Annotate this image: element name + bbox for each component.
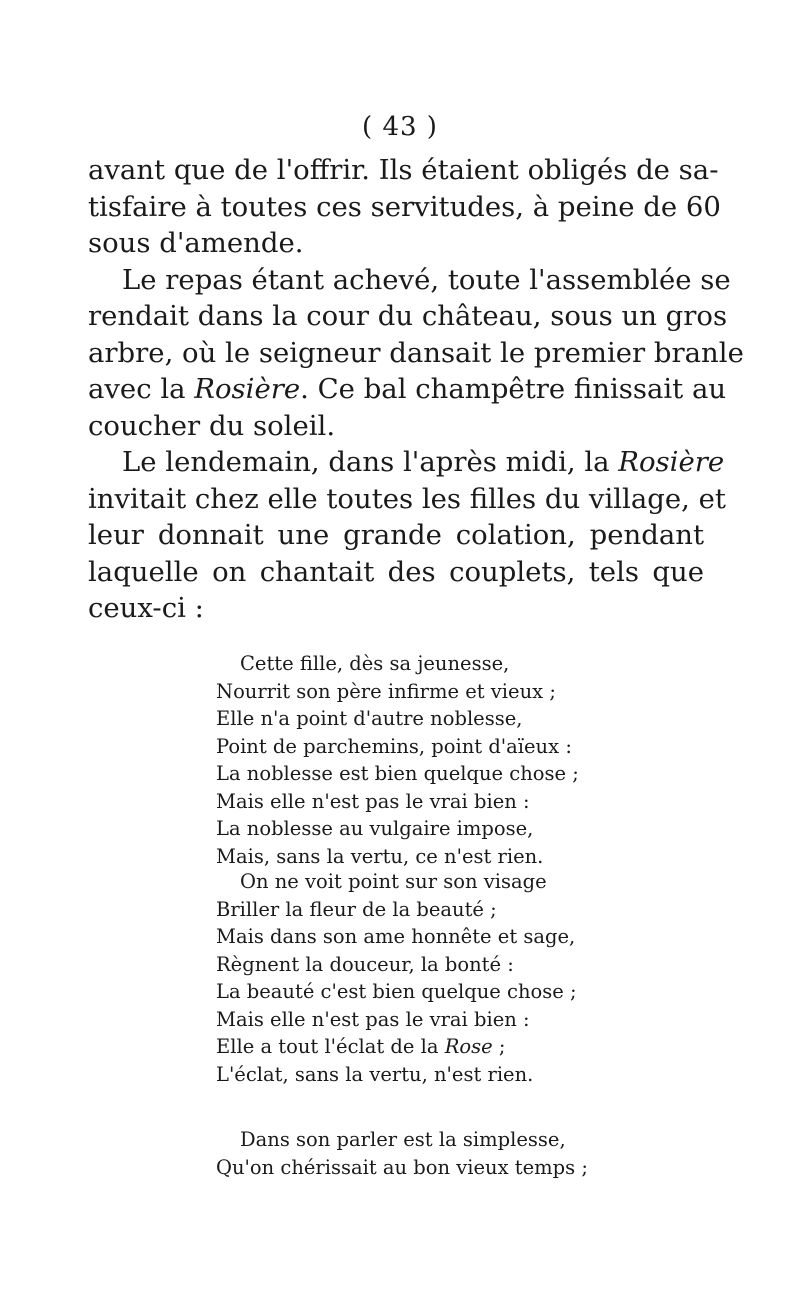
prose-line: leur donnait une grande colation, pendant: [88, 519, 704, 551]
prose-line: tisfaire à toutes ces servitudes, à peine de 60: [88, 190, 721, 223]
prose-line: arbre, où le seigneur dansait le premier branle: [88, 336, 744, 369]
prose-line: laquelle on chantait des couplets, tels que: [88, 555, 704, 588]
verse-line: Point de parchemins, point d'aïeux :: [216, 734, 572, 758]
prose-fragment: Le lendemain, dans l'après midi, la: [122, 446, 619, 478]
verse-line: Mais, sans la vertu, ce n'est rien.: [216, 844, 544, 868]
italic-word-rosiere: Rosière: [618, 446, 725, 478]
verse-stanza-3: [216, 1126, 596, 1181]
verse-line: Nourrit son père infirme et vieux ;: [216, 679, 556, 703]
verse-stanza-2: [216, 868, 596, 1088]
verse-line: On ne voit point sur son visage: [240, 870, 547, 893]
verse-line: Mais elle n'est pas le vrai bien :: [216, 789, 530, 813]
verse-line: La noblesse est bien quelque chose ;: [216, 762, 579, 785]
verse-line: La beauté c'est bien quelque chose ;: [216, 980, 577, 1003]
verse-line: Briller la fleur de la beauté ;: [216, 897, 497, 921]
prose-line: sous d'amende.: [88, 227, 304, 259]
verse-line: Cette fille, dès sa jeunesse,: [240, 652, 510, 675]
verse-line: L'éclat, sans la vertu, n'est rien.: [216, 1062, 534, 1086]
verse-fragment: Elle a tout l'éclat de la: [216, 1035, 445, 1058]
prose-line: ceux-ci :: [88, 592, 204, 624]
prose-line: avant que de l'offrir. Ils étaient obligés de sa-: [88, 154, 719, 186]
verse-stanza-1: [216, 650, 596, 870]
prose-text: [88, 152, 744, 627]
verse-line: [216, 1033, 596, 1061]
prose-fragment: . Ce bal champêtre finissait au: [300, 373, 727, 405]
verse-line: Dans son parler est la simplesse,: [240, 1128, 566, 1151]
verse-line: Qu'on chérissait au bon vieux temps ;: [216, 1155, 588, 1179]
verse-line: La noblesse au vulgaire impose,: [216, 817, 534, 840]
prose-line: [88, 371, 727, 408]
verse-line: Mais elle n'est pas le vrai bien :: [216, 1007, 530, 1031]
verse-fragment: ;: [492, 1035, 506, 1058]
prose-line: invitait chez elle toutes les filles du village, et: [88, 482, 726, 515]
prose-fragment: avec la: [88, 373, 195, 405]
prose-line: coucher du soleil.: [88, 409, 336, 442]
verse-line: Mais dans son ame honnête et sage,: [216, 925, 576, 948]
page-number: ( 43 ): [362, 112, 438, 142]
prose-line: rendait dans la cour du château, sous un gros: [88, 300, 728, 332]
prose-line: Le repas étant achevé, toute l'assemblée se: [122, 263, 731, 296]
verse-line: Règnent la douceur, la bonté :: [216, 952, 514, 976]
verse-line: Elle n'a point d'autre noblesse,: [216, 707, 523, 730]
italic-word-rosiere: Rosière: [194, 373, 301, 405]
prose-line: [88, 444, 725, 481]
italic-word-rose: Rose: [444, 1035, 493, 1058]
